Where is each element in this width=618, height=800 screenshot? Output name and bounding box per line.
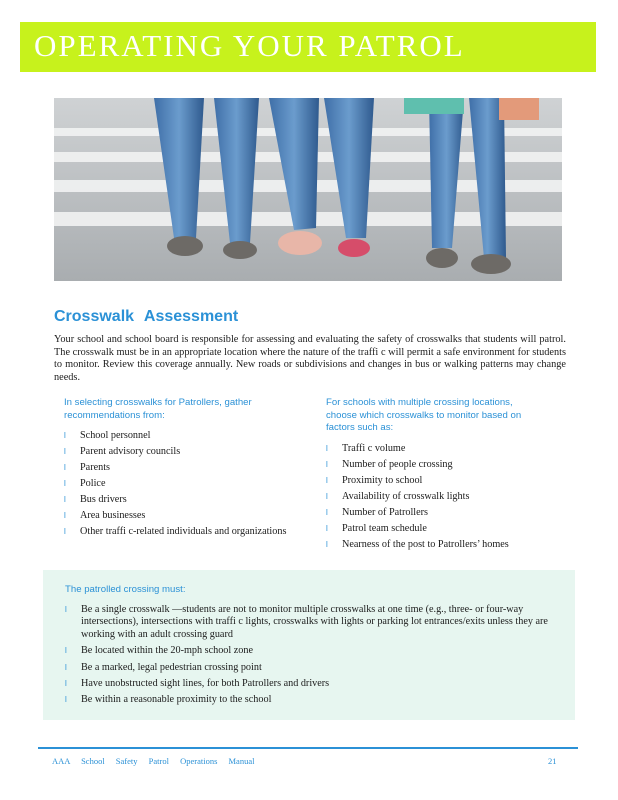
requirements-box: [43, 570, 575, 720]
bullet-icon: l: [64, 479, 66, 489]
list-item: l Number of people crossing: [326, 457, 544, 473]
list-item: l Be located within the 20-mph school zone: [65, 645, 254, 657]
intro-paragraph: Your school and school board is responsible for assessing and evaluating the safety of crosswalks that students will patrol. The crosswalk must be in an appropriate location where the nature of the traffi c will permit a safe environment for students to monitor. Review this coverage annually. New roads or subdivisions and changes in bus or walking patterns may change needs.: [54, 334, 566, 383]
bullet-icon: l: [326, 443, 328, 453]
factors-column: [326, 397, 544, 553]
factors-heading: For schools with multiple crossing locations, choose which crosswalks to monitor based on factors such as:: [326, 397, 522, 434]
factors-list: [326, 441, 544, 553]
hero-photo: [54, 98, 562, 281]
bullet-icon: l: [64, 527, 66, 537]
list-item: l Other traffi c-related individuals and organizations: [64, 524, 304, 540]
list-item: l School personnel: [64, 428, 304, 444]
bullet-icon: l: [65, 662, 67, 672]
list-item: l Have unobstructed sight lines, for both Patrollers and drivers: [65, 678, 330, 690]
bullet-icon: l: [326, 491, 328, 501]
page-title: OPERATING YOUR PATROL: [34, 28, 465, 63]
list-item: l Police: [64, 476, 304, 492]
list-item: l Parent advisory councils: [64, 444, 304, 460]
list-item: l Be within a reasonable proximity to the school: [65, 694, 272, 706]
requirements-heading: The patrolled crossing must:: [65, 584, 186, 595]
footer-title: AAA School Safety Patrol Operations Manual: [52, 756, 255, 766]
bullet-icon: l: [64, 447, 66, 457]
bullet-icon: l: [64, 511, 66, 521]
bullet-icon: l: [65, 605, 67, 614]
list-item: l Parents: [64, 460, 304, 476]
crosswalk-photo: [54, 98, 562, 281]
list-item: l Proximity to school: [326, 473, 544, 489]
list-item: l Nearness of the post to Patrollers’ homes: [326, 537, 544, 553]
list-item: l Traffi c volume: [326, 441, 544, 457]
recommendations-list: [64, 428, 304, 540]
bullet-icon: l: [326, 523, 328, 533]
section-title: Crosswalk Assessment: [54, 308, 239, 325]
list-item: l Availability of crosswalk lights: [326, 489, 544, 505]
list-item: l Patrol team schedule: [326, 521, 544, 537]
recommendations-heading: In selecting crosswalks for Patrollers, gather recommendations from:: [64, 397, 252, 421]
footer-divider: [38, 747, 578, 749]
list-item: l Bus drivers: [64, 492, 304, 508]
title-banner: [20, 22, 596, 72]
bullet-icon: l: [64, 463, 66, 473]
bullet-icon: l: [65, 695, 67, 705]
recommendations-column: [64, 397, 304, 540]
bullet-icon: l: [326, 539, 328, 549]
bullet-icon: l: [64, 431, 66, 441]
list-item: l Be a marked, legal pedestrian crossing point: [65, 661, 262, 673]
bullet-icon: l: [65, 646, 67, 656]
bullet-icon: l: [65, 679, 67, 689]
requirements-list: [65, 604, 563, 711]
page-number: 21: [548, 756, 557, 766]
bullet-icon: l: [326, 475, 328, 485]
list-item: l Area businesses: [64, 508, 304, 524]
bullet-icon: l: [64, 495, 66, 505]
bullet-icon: l: [326, 507, 328, 517]
bullet-icon: l: [326, 459, 328, 469]
list-item: l Number of Patrollers: [326, 505, 544, 521]
list-item: l Be a single crosswalk —students are not to monitor multiple crosswalks at one time (e.g., three- or four-way intersections), intersections with traffi c lights, crosswalks with lights or parking lot entrances/exits unless they are working with an adult crossing guard: [65, 604, 548, 640]
